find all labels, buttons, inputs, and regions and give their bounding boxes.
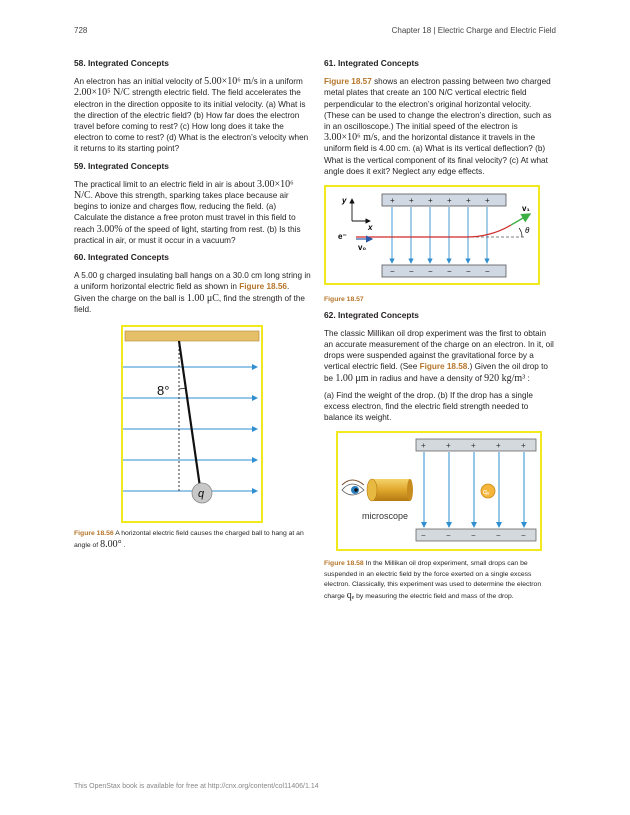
y-axis-label: y xyxy=(342,196,347,206)
p62-text-2: .) Given the oil drop to be xyxy=(324,362,548,383)
figure-18-58-caption-charge: qₑ xyxy=(346,589,355,601)
svg-text:−: − xyxy=(496,531,501,541)
problem-58-title: 58. Integrated Concepts xyxy=(74,58,169,68)
microscope-body xyxy=(372,479,410,501)
svg-text:+: + xyxy=(428,196,433,206)
figure-18-58-label: Figure 18.58 xyxy=(324,560,364,568)
problem-62-questions: (a) Find the weight of the drop. (b) If the drop has a single excess electron, find the electric field strength needed to balance its weight. xyxy=(324,390,533,423)
figure-18-57-caption xyxy=(324,295,556,306)
deflection-diagram xyxy=(326,187,538,283)
svg-text:−: − xyxy=(447,267,452,277)
figure-18-56-link[interactable]: Figure 18.56 xyxy=(239,282,287,292)
string xyxy=(179,341,200,487)
page-number: 728 xyxy=(74,26,88,35)
bottom-plate xyxy=(416,529,536,541)
millikan-diagram xyxy=(338,433,540,549)
p60-text-2: . Given the charge on the ball is xyxy=(74,282,290,303)
p59-text-3: of the speed of light, starting from rest. (b) Is this practical in air, or must it occur in a vacuum? xyxy=(74,224,301,245)
figure-18-58 xyxy=(336,431,542,551)
problem-60-text xyxy=(74,270,312,315)
problem-61-text xyxy=(324,76,556,177)
field-lines xyxy=(123,367,257,491)
microscope-label: microscope xyxy=(362,511,409,522)
svg-text:−: − xyxy=(421,531,426,541)
figure-18-58-caption-text: In the Millikan oil drop experiment, small drops can be suspended in an electric field by the force exerted on a single excess electron. Classically, this experiment was used to determine the electron charge xyxy=(324,560,542,600)
p62-text-1: The classic Millikan oil drop experiment was the first to obtain an accurate measurement of the charge on an electron. In it, oil drops were suspended against the gravitational force by a vertical electric field. (See xyxy=(324,328,554,372)
right-column xyxy=(324,58,556,602)
electron-label: e⁻ xyxy=(338,232,347,242)
p60-text-1: A 5.00 g charged insulating ball hangs on a 30.0 cm long string in a uniform horizontal electric field as shown in xyxy=(74,271,311,292)
figure-18-56-caption-angle: 8.00° xyxy=(100,538,122,550)
p62-text-4: : xyxy=(527,373,530,383)
p61-text-1: shows an electron passing between two charged metal plates that create an 100 N/C vertical electric field perpendicular to the electron’s original horizontal velocity. (These can be used to change the electron’s direction, such as in an oscilloscope.) The initial speed of the electron is xyxy=(324,77,552,132)
svg-text:−: − xyxy=(471,531,476,541)
theta-label: θ xyxy=(525,226,530,236)
figure-18-56-caption-text: A horizontal electric field causes the charged ball to hang at an angle of xyxy=(74,530,304,549)
final-velocity-arrow xyxy=(511,214,530,225)
v1-label: v₁ xyxy=(522,204,530,214)
v0-label: v₀ xyxy=(358,243,367,253)
problem-59-title: 59. Integrated Concepts xyxy=(74,160,169,171)
p62-value-radius: 1.00 μm xyxy=(335,372,369,384)
svg-text:+: + xyxy=(409,196,414,206)
chapter-title: Chapter 18 | Electric Charge and Electric Field xyxy=(391,26,556,35)
p59-text-2: . Above this strength, sparking takes place because air begins to ionize and charges flow, reducing the field. (a) Calculate the distance a free proton must travel in this field to reach xyxy=(74,191,296,234)
svg-text:+: + xyxy=(471,441,476,451)
svg-text:+: + xyxy=(466,196,471,206)
svg-text:+: + xyxy=(447,196,452,206)
svg-text:−: − xyxy=(521,531,526,541)
footer-license: This OpenStax book is available for free at http://cnx.org/content/col11406/1.14 xyxy=(74,783,319,790)
p58-text-2: in a uniform xyxy=(260,77,303,87)
oil-drop-charge-label: qₑ xyxy=(483,489,490,497)
left-column xyxy=(74,58,312,551)
figure-18-56-label: Figure 18.56 xyxy=(74,530,114,538)
figure-18-58-caption xyxy=(324,559,556,602)
problem-62-title: 62. Integrated Concepts xyxy=(324,309,419,320)
eye-icon xyxy=(342,480,364,495)
p60-value-charge: 1.00 μC xyxy=(186,292,219,304)
p59-value-field: 3.00×10⁶ N/C xyxy=(74,178,294,202)
problem-59-text xyxy=(74,179,312,246)
field-lines xyxy=(424,452,524,527)
problem-58-text xyxy=(74,76,312,154)
p58-value-velocity: 5.00×10⁶ m/s xyxy=(204,76,258,88)
svg-text:−: − xyxy=(390,267,395,277)
p58-text-1: An electron has an initial velocity of xyxy=(74,77,202,87)
p60-text-3: , find the strength of the field. xyxy=(74,293,305,314)
figure-18-57-link[interactable]: Figure 18.57 xyxy=(324,77,372,87)
figure-18-56 xyxy=(121,325,263,523)
p58-value-field: 2.00×10⁵ N/C xyxy=(74,87,130,99)
svg-text:−: − xyxy=(409,267,414,277)
hanging-ball-diagram xyxy=(123,327,261,521)
svg-text:+: + xyxy=(421,441,426,451)
figure-18-57 xyxy=(324,185,540,285)
charge-label: q xyxy=(198,488,205,501)
x-axis-label: x xyxy=(368,223,373,233)
p62-value-density: 920 kg/m³ xyxy=(484,372,526,384)
svg-text:−: − xyxy=(446,531,451,541)
ceiling-support xyxy=(125,331,259,341)
svg-text:+: + xyxy=(446,441,451,451)
figure-18-58-link[interactable]: Figure 18.58 xyxy=(419,362,468,372)
figure-18-56-caption-end: . xyxy=(123,541,126,549)
svg-text:+: + xyxy=(485,196,490,206)
theta-arc xyxy=(519,228,522,237)
angle-label: 8° xyxy=(157,383,170,399)
problem-61-title: 61. Integrated Concepts xyxy=(324,58,419,68)
problem-62-text xyxy=(324,328,556,384)
figure-18-56-caption xyxy=(74,529,312,551)
problem-60-title: 60. Integrated Concepts xyxy=(74,252,169,263)
p59-value-percent: 3.00% xyxy=(96,223,123,235)
svg-text:−: − xyxy=(428,267,433,277)
svg-text:+: + xyxy=(390,196,395,206)
svg-text:+: + xyxy=(521,441,526,451)
field-lines xyxy=(392,207,487,263)
p61-value-velocity: 3.00×10⁶ m/s xyxy=(324,132,378,144)
figure-18-57-label: Figure 18.57 xyxy=(324,296,364,304)
top-plate xyxy=(416,439,536,451)
svg-text:−: − xyxy=(485,267,490,277)
p58-text-3: strength electric field. The field accelerates the electron in the direction opposite to its initial velocity. (a) What is the direction of the electric field? (b) How far does the electron travel before coming to rest? (c) How long does it take the electron to come to rest? (d) What is the electron’s velocity when it returns to its starting point? xyxy=(74,88,309,154)
p62-text-3: in radius and have a density of xyxy=(370,373,482,383)
figure-18-58-caption-end: by measuring the electric field and mass of the drop. xyxy=(356,592,514,600)
svg-text:+: + xyxy=(496,441,501,451)
svg-text:−: − xyxy=(466,267,471,277)
p61-text-2: , and the horizontal distance it travels in the uniform field is 4.00 cm. (a) What is its vertical deflection? (b) What is the vertical component of its final velocity? (c) At what angle does it exit? Neglect any edge effects. xyxy=(324,133,548,176)
p59-text-1: The practical limit to an electric field in air is about xyxy=(74,179,255,189)
electron-path xyxy=(356,225,511,237)
